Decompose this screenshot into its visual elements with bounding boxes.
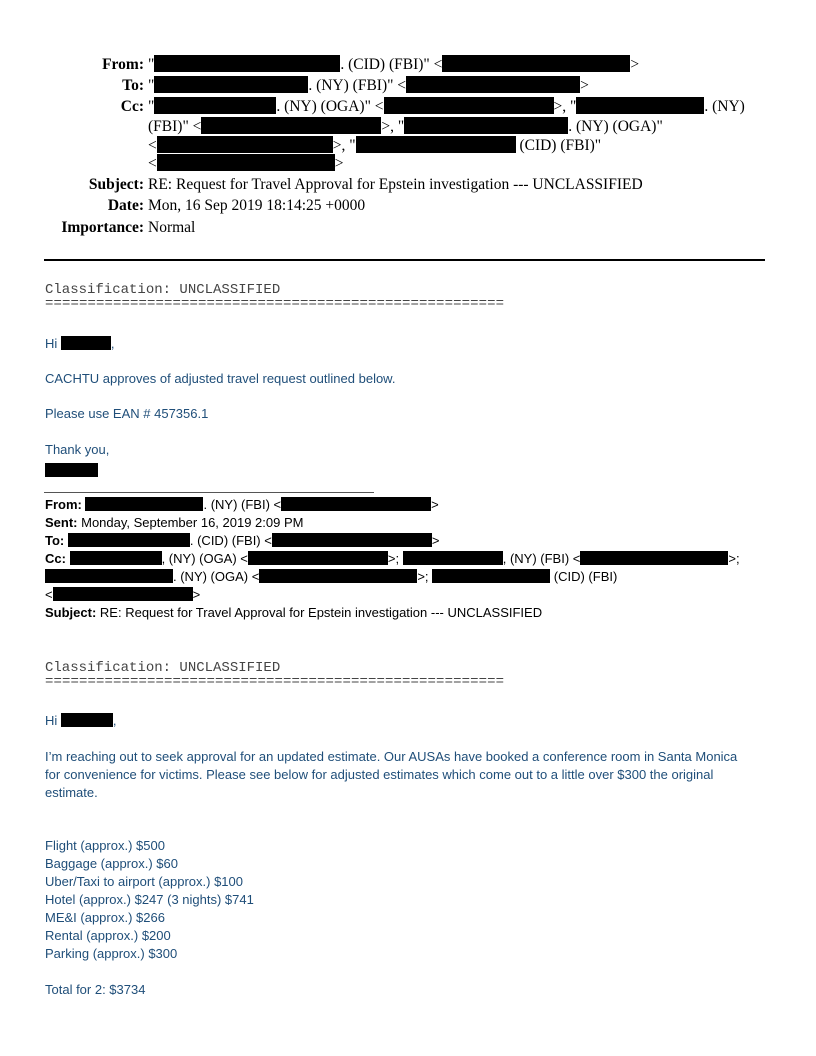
redaction-block [61,336,111,350]
cc-value-line2: (FBI)" < >, " . (NY) (OGA)" [148,118,663,135]
redaction-block [201,117,381,134]
redaction-block [68,533,190,547]
redaction-block [248,551,388,565]
redaction-block [580,551,728,565]
estimate-total: Total for 2: $3734 [45,982,146,997]
orig-paragraph-line3: estimate. [45,785,98,800]
reply-approval-line: CACHTU approves of adjusted travel request outlined below. [45,371,396,386]
estimate-item: Flight (approx.) $500 [45,838,165,853]
redaction-block [384,97,554,114]
redaction-block [45,463,98,477]
cc-value-line1: " . (NY) (OGA)" < >, " . (NY) [148,98,745,115]
redaction-block [154,76,308,93]
redaction-block [576,97,704,114]
to-value: " . (NY) (FBI)" < > [148,77,589,94]
orig-paragraph-line1: I’m reaching out to seek approval for an updated estimate. Our AUSAs have booked a conference room in Santa Monica [45,749,738,764]
classification-rule: ====================================================== [45,296,505,312]
from-label: From: [102,56,144,73]
classification-banner: Classification: UNCLASSIFIED [45,282,281,298]
header-divider [44,259,765,261]
email-header [0,0,816,240]
redaction-block [157,136,333,153]
to-label: To: [122,77,144,94]
importance-label: Importance: [61,219,144,236]
estimate-item: Parking (approx.) $300 [45,946,178,961]
redaction-block [85,497,203,511]
estimate-item: Hotel (approx.) $247 (3 nights) $741 [45,892,254,907]
reply-thanks: Thank you, [45,442,110,457]
fwd-cc-line3: < > [45,587,201,602]
fwd-cc-line2: . (NY) (OGA) < >; (CID) (FBI) [45,568,617,586]
date-value: Mon, 16 Sep 2019 18:14:25 +0000 [148,197,366,214]
reply-ean-line: Please use EAN # 457356.1 [45,406,209,421]
redaction-block [70,551,162,565]
fwd-to: To: . (CID) (FBI) < > [45,533,440,548]
signature-redaction [45,462,98,480]
redaction-block [432,569,550,583]
redaction-block [45,569,173,583]
from-value: " . (CID) (FBI)" < > [148,56,640,73]
redaction-block [281,497,431,511]
estimate-item: Baggage (approx.) $60 [45,856,178,871]
fwd-sent: Sent: Monday, September 16, 2019 2:09 PM [45,515,304,530]
cc-value-line3: < >, " (CID) (FBI)" [148,137,602,154]
orig-classification-banner: Classification: UNCLASSIFIED [45,660,281,676]
fwd-from: From: . (NY) (FBI) < > [45,497,439,512]
redaction-block [272,533,432,547]
redaction-block [442,55,630,72]
redaction-block [157,154,335,171]
subject-label: Subject: [88,176,144,193]
subject-value: RE: Request for Travel Approval for Epstein investigation --- UNCLASSIFIED [148,176,643,193]
estimate-item: Uber/Taxi to airport (approx.) $100 [45,874,243,889]
redaction-block [404,117,568,134]
redaction-block [356,136,516,153]
redaction-block [61,713,113,727]
cc-label: Cc: [120,98,144,115]
orig-classification-rule: ====================================================== [45,674,505,690]
orig-greeting: Hi , [45,713,117,728]
estimate-item: ME&I (approx.) $266 [45,910,165,925]
redaction-block [259,569,417,583]
fwd-subject: Subject: RE: Request for Travel Approval for Epstein investigation --- UNCLASSIFIED [45,605,543,620]
forward-separator [44,492,374,493]
orig-paragraph-line2: for convenience for victims. Please see below for adjusted estimates which come out to a little over $300 the original [45,767,714,782]
redaction-block [53,587,193,601]
date-label: Date: [107,197,144,214]
reply-greeting: Hi , [45,336,115,351]
estimate-item: Rental (approx.) $200 [45,928,171,943]
redaction-block [403,551,503,565]
redaction-block [154,55,340,72]
importance-value: Normal [148,219,196,236]
redaction-block [406,76,580,93]
cc-value-line4: < > [148,155,344,172]
fwd-cc-line1: Cc: , (NY) (OGA) < >; , (NY) (FBI) < >; [45,551,740,566]
redaction-block [154,97,276,114]
